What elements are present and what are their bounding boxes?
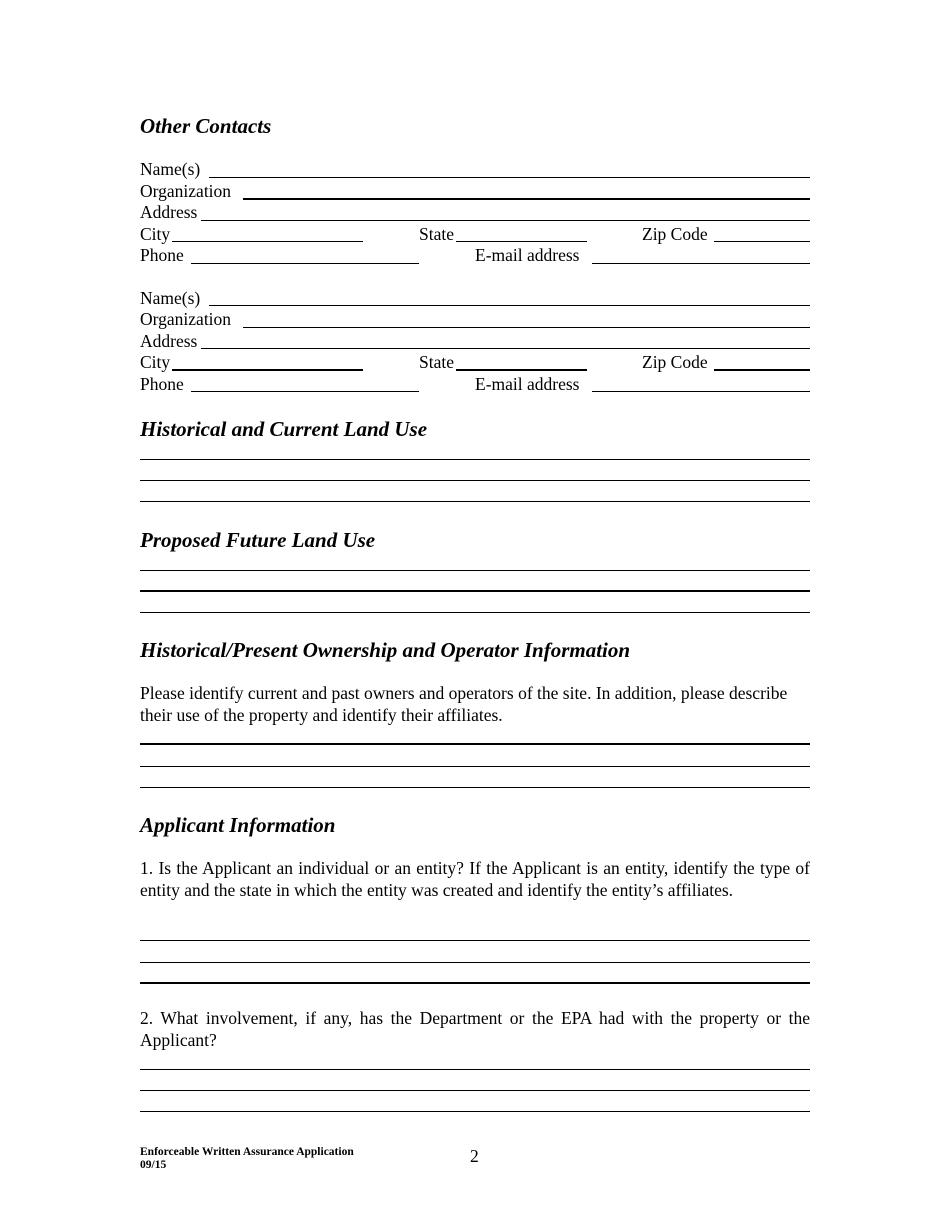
ownership-line-2[interactable] [140,766,810,767]
address-field[interactable] [201,220,810,221]
address-label: Address [140,331,198,351]
section-heading-future-land-use: Proposed Future Land Use [140,528,376,552]
city-label: City [140,224,171,244]
question-2-line-1[interactable] [140,1069,810,1070]
organization-label: Organization [140,309,232,329]
question-1-line-2[interactable] [140,962,810,963]
future-land-use-line-3[interactable] [140,612,810,613]
zip-label: Zip Code [642,224,708,244]
phone-field[interactable] [191,391,419,392]
state-field[interactable] [456,241,587,242]
zip-field[interactable] [714,369,810,371]
section-heading-applicant: Applicant Information [140,813,336,837]
state-label: State [419,224,454,244]
email-label: E-mail address [475,374,580,394]
question-1-line-1[interactable] [140,940,810,941]
ownership-instructions: Please identify current and past owners and operators of the site. In addition, please describe their use of the property and identify their affiliates. [140,683,788,725]
zip-field[interactable] [714,241,810,242]
ownership-line-3[interactable] [140,787,810,788]
question-2-line-3[interactable] [140,1111,810,1112]
organization-field[interactable] [243,327,810,328]
historical-land-use-line-2[interactable] [140,480,810,481]
page-number: 2 [470,1146,479,1166]
question-1-line-3[interactable] [140,982,810,984]
address-field[interactable] [201,348,810,349]
state-label: State [419,352,454,372]
city-label: City [140,352,171,372]
future-land-use-line-2[interactable] [140,590,810,592]
email-label: E-mail address [475,245,580,265]
question-1: 1. Is the Applicant an individual or an entity? If the Applicant is an entity, identify the type of entity and the state in which the entity was created and identify the entity’s affiliates. [140,858,810,900]
address-label: Address [140,202,198,222]
organization-label: Organization [140,181,232,201]
names-field[interactable] [209,177,810,178]
city-field[interactable] [172,369,363,371]
state-field[interactable] [456,369,587,371]
question-2-line-2[interactable] [140,1090,810,1091]
phone-label: Phone [140,245,184,265]
phone-label: Phone [140,374,184,394]
section-heading-other-contacts: Other Contacts [140,114,272,138]
section-heading-historical-land-use: Historical and Current Land Use [140,417,428,441]
future-land-use-line-1[interactable] [140,570,810,571]
names-label: Name(s) [140,159,201,179]
historical-land-use-line-3[interactable] [140,501,810,502]
section-heading-ownership: Historical/Present Ownership and Operator Information [140,638,631,662]
names-label: Name(s) [140,288,201,308]
phone-field[interactable] [191,263,419,264]
question-2: 2. What involvement, if any, has the Department or the EPA had with the property or the Applicant? [140,1008,810,1050]
historical-land-use-line-1[interactable] [140,459,810,460]
email-field[interactable] [592,391,810,392]
organization-field[interactable] [243,198,810,200]
email-field[interactable] [592,263,810,264]
names-field[interactable] [209,305,810,306]
zip-label: Zip Code [642,352,708,372]
footer-title: Enforceable Written Assurance Application [140,1146,354,1158]
ownership-line-1[interactable] [140,743,810,745]
footer-date: 09/15 [140,1159,167,1171]
city-field[interactable] [172,241,363,242]
